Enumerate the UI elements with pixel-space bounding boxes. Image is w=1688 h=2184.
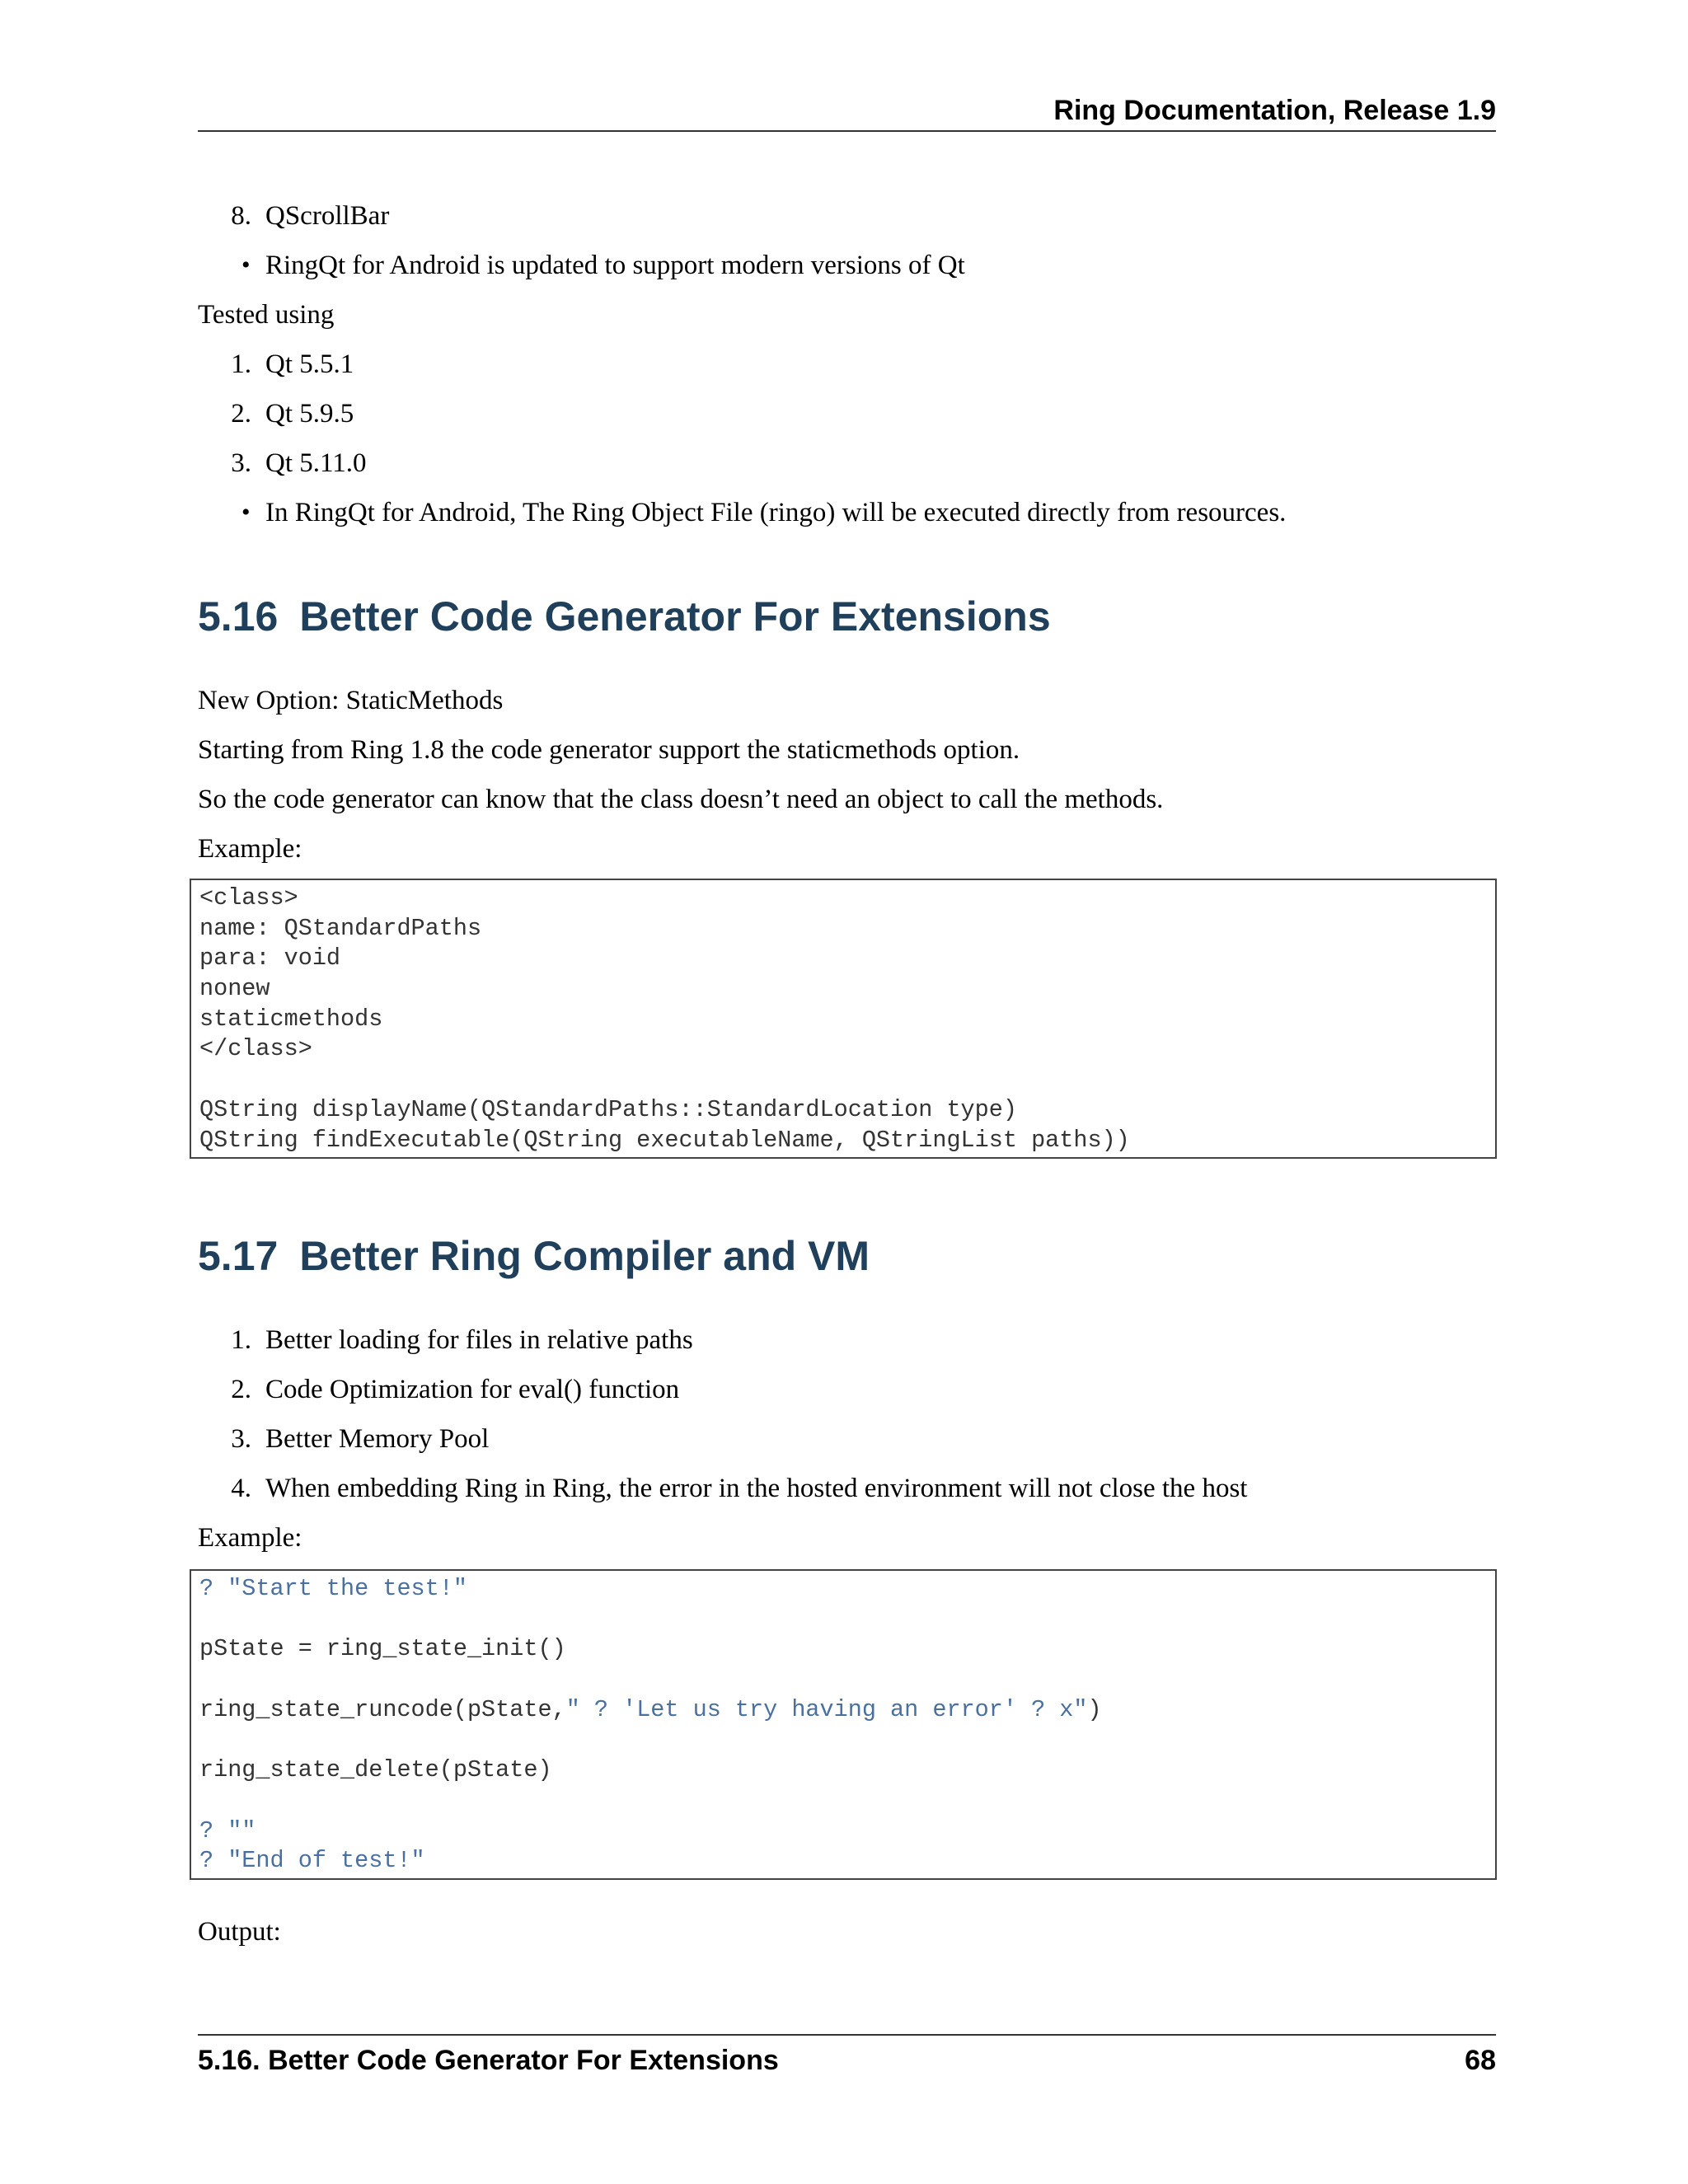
- code-line-blank: [199, 1605, 1487, 1635]
- code-line: QString displayName(QStandardPaths::StandardLocation type): [199, 1095, 1017, 1123]
- code-line: [199, 1065, 1487, 1095]
- header-rule: [198, 130, 1496, 132]
- code-line: pState = ring_state_init(): [199, 1635, 566, 1663]
- code-line: </class>: [199, 1035, 312, 1063]
- bullet-item: RingQt for Android is updated to support modern versions of Qt: [265, 251, 965, 280]
- output-label: Output:: [198, 1917, 281, 1947]
- list-item: Code Optimization for eval() function: [265, 1375, 680, 1404]
- footer-section-title: 5.16. Better Code Generator For Extensions: [198, 2045, 779, 2076]
- paragraph: Starting from Ring 1.8 the code generator support the staticmethods option.: [198, 735, 1020, 765]
- bullet-item: In RingQt for Android, The Ring Object File (ringo) will be executed directly from resources.: [265, 498, 1287, 527]
- code-line: QString findExecutable(QString executableName, QStringList paths)): [199, 1126, 1130, 1154]
- code-string: " ? 'Let us try having an error' ? x": [565, 1695, 1088, 1723]
- list-item: Qt 5.11.0: [265, 448, 367, 478]
- list-item: Better Memory Pool: [265, 1424, 490, 1454]
- list-item: When embedding Ring in Ring, the error in the hosted environment will not close the host: [265, 1474, 1248, 1503]
- bullet-icon: •: [241, 251, 251, 279]
- code-line-blank: [199, 1786, 1487, 1816]
- code-line: ? "": [199, 1816, 256, 1844]
- code-line: name: QStandardPaths: [199, 914, 482, 942]
- list-number: 2.: [231, 399, 251, 429]
- list-number: 1.: [231, 349, 251, 379]
- code-line-blank: [199, 1665, 1487, 1695]
- list-number: 8.: [231, 201, 251, 231]
- section-title: Better Code Generator For Extensions: [299, 593, 1051, 640]
- code-line: nonew: [199, 975, 270, 1003]
- section-number: 5.17: [198, 1233, 279, 1279]
- list-number: 2.: [231, 1375, 251, 1404]
- code-block-ring: [190, 1569, 1497, 1880]
- section-number: 5.16: [198, 593, 279, 640]
- page-number: 68: [1465, 2045, 1496, 2076]
- footer-rule: [198, 2034, 1496, 2036]
- code-line: para: void: [199, 944, 341, 972]
- paragraph: So the code generator can know that the class doesn’t need an object to call the methods.: [198, 785, 1164, 814]
- section-heading-5-16: [198, 592, 1051, 641]
- code-line: [199, 1695, 1487, 1726]
- list-number: 1.: [231, 1325, 251, 1355]
- bullet-icon: •: [241, 499, 251, 526]
- code-line: ? "Start the test!": [199, 1575, 467, 1602]
- section-heading-5-17: [198, 1231, 870, 1281]
- code-line-blank: [199, 1725, 1487, 1755]
- list-item: Qt 5.5.1: [265, 349, 354, 379]
- example-label: Example:: [198, 1523, 302, 1553]
- page-header: Ring Documentation, Release 1.9: [1053, 95, 1496, 126]
- list-number: 3.: [231, 1424, 251, 1454]
- section-title: Better Ring Compiler and VM: [299, 1233, 870, 1279]
- list-number: 3.: [231, 448, 251, 478]
- paragraph: New Option: StaticMethods: [198, 686, 504, 715]
- list-item: QScrollBar: [265, 201, 390, 231]
- list-item: Qt 5.9.5: [265, 399, 354, 429]
- code-line: <class>: [199, 884, 298, 912]
- code-line: staticmethods: [199, 1005, 383, 1033]
- code-token: ): [1087, 1695, 1102, 1723]
- example-label: Example:: [198, 834, 302, 864]
- paragraph: Tested using: [198, 300, 335, 330]
- code-block-class: [190, 879, 1497, 1159]
- code-line: ? "End of test!": [199, 1847, 425, 1875]
- list-item: Better loading for files in relative paths: [265, 1325, 693, 1355]
- code-line: ring_state_delete(pState): [199, 1756, 552, 1784]
- list-number: 4.: [231, 1474, 251, 1503]
- code-token: ring_state_runcode(pState,: [199, 1695, 566, 1723]
